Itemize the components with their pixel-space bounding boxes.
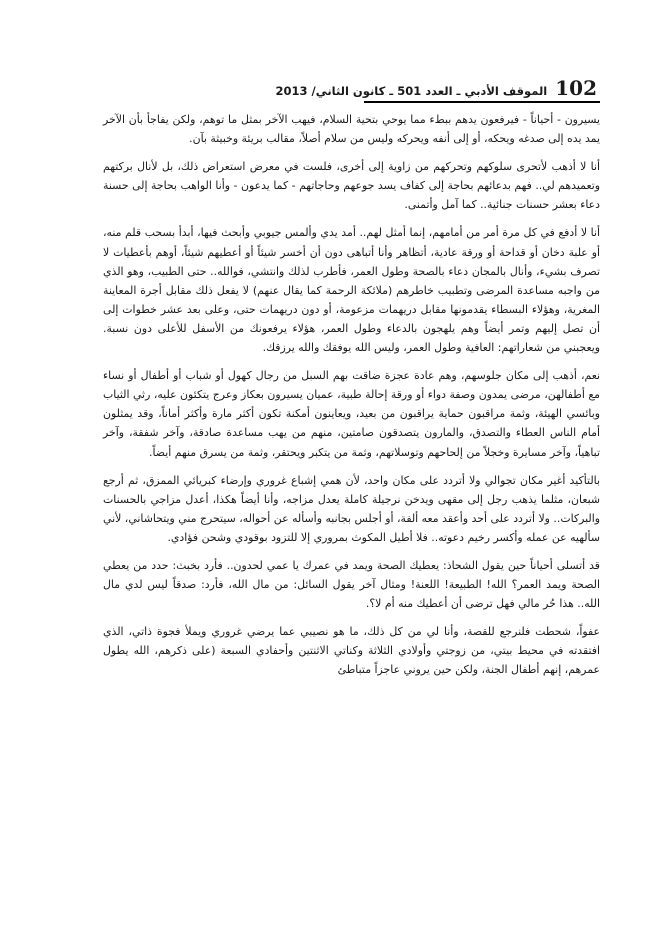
- paragraph: أنا لا أذهب لأتحرى سلوكهم وتحركهم من زاوية إلى أخرى، فلست في معرض استعراض ذلك، بل لأنال بركتهم وتعميدهم لي.. فهم بدعائهم بحاجة إلى كفاف يسد جوعهم وحاجاتهم - كما يدعون - وأنا الواهب بحاجة إلى حسنة دعاء بعشر حسنات جنائية.. كما آمل وأتمنى.: [103, 160, 600, 212]
- page-header: [275, 74, 597, 100]
- header-rule: [364, 101, 600, 103]
- paragraph: أنا لا أدفع في كل مرة أمر من أمامهم، إنما أمثل لهم.. أمد يدي وألمس جيوبي وأبحث فيها، أبدأ بسحب قلم منه، أو علبة دخان أو قداحة أو ورقة عادية، أتظاهر وأنا أتباهى دون أن أخسر شيئاً أو أعطيهم شيئاً، أوهم بأعطيات لا تصرف بشيء، وأنال بالمجان دعاء بالصحة وطول العمر، فأطرب لذلك وانتشي، فوالله.. حتى الطبيب، وهو الذي من واجبه مساعدة المرضى وتطبيب خاطرهم (ملائكة الرحمة كما يقال عنهم) لا يفعل ذلك مقابل أجرة المعاينة المغرية، وهؤلاء البسطاء يقدمونها مقابل دريهمات مزعومة، أو دون دريهمات حتى، وعلى بعد عشر خطوات إلى أن تصل إليهم وتمر أيضاً وهم يلهجون بالدعاء وطول العمر، هؤلاء يرفعونك من الأسفل للأعلى دون نسبة. ويعجبني من شعاراتهم: العافية وطول العمر، وليس الله يوفقك والله يرزقك.: [103, 226, 600, 355]
- publication-info: الموقف الأدبي ـ العدد 501 ـ كانون الثاني/ 2013: [275, 84, 548, 98]
- paragraph: قد أتسلى أحياناً حين يقول الشحاذ: يعطيك الصحة ويمد في عمرك يا عمي لحدون.. فأرد بخبث: حدد من يعطي الصحة ويمد العمر؟ الله! الطبيعة! اللعنة! ومثال آخر يقول السائل: من مال الله، فأرد: صدقاً ليس لدي مال الله.. هذا حُر مالي فهل ترضى أن أعطيك منه أم لا؟.: [103, 558, 600, 611]
- article-body: [103, 110, 600, 689]
- paragraph: نعم، أذهب إلى مكان جلوسهم، وهم عادة عجزة ضاقت بهم السبل من رجال كهول أو شباب أو أطفال أو نساء مع أطفالهن، مرضى يمدون وصفة دواء أو ورقة إحالة طبية، عميان يسيرون بعكاز وعرج يتكئون عليه، رثي الثياب وبائسي الهيئة، وثمة مراقبون حماية يراقبون من بعيد، ويعاينون أمكنة تكون أكثر مارة وأكثر أماناً، وقد يمثلون أمام الناس العطاء والتصدق، والمارون يتصدقون صامتين، منهم من يهب مساعدة صادقة، وآخر شفقة، وآخر تباهياً، وآخر مسايرة وخجلاً من إلحاحهم وتوسلاتهم، وثمة من يتكبر ويحتقر، وثمة من يسرق منهم أيضاً.: [103, 369, 600, 459]
- paragraph: عفواً، شحطت فلنرجع للقصة، وأنا لي من كل ذلك، ما هو نصيبي عما يرضي غروري ويملأ فجوة ذاتي، الذي افتقدته في محيط بيتي، من زوجتي وأولادي الثلاثة وكناتي الاثنتين وأحفادي السبعة (على ذكرهم، الله يطول عمرهم، إنهم أطفال الجنة، ولكن حين يروني عاجزاً متباطئ: [103, 625, 600, 677]
- paragraph: بالتأكيد أغير مكان تجوالي ولا أتردد على مكان واحد، لأن همي إشباع غروري وإرضاء كبريائي الممزق، ثم أرجع شبعان، مثلما يذهب رجل إلى مقهى ويدخن نرجيلة كاملة يعدل مزاجه، وأنا أيضاً هكذا، أعدل مزاجي بالحسنات والبركات.. ولا أتردد على أحد وأعقد معه ألفة، أو أجلس بجانبه وأسأله عن أحواله، سيتحرج مني ويتحاشاني، لأني سألهيه عن عمله وأكسر رخيم دعوته.. فلا أطيل المكوث بمروري إلا للتزود بوقودي وشحن فؤادي.: [103, 473, 600, 544]
- page-number: 102: [555, 76, 597, 100]
- paragraph: يسيرون - أحياناً - فيرفعون يدهم ببطء مما يوحي بتحية السلام، فيهب الآخر بمثل ما توهم، ولكن يفاجأ بأن الآخر يمد يده إلى صدغه ويحكه، أو إلى أنفه ويحركه وليس من سلام أصلاً، مقالب بريئة وخبيثة بآن.: [103, 113, 600, 146]
